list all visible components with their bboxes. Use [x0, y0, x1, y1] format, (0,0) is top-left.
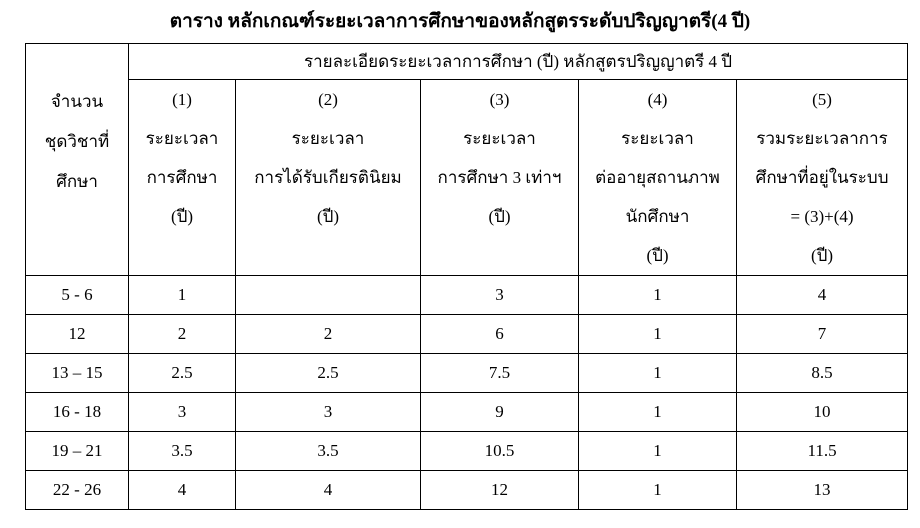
column-header-line: (ปี): [646, 246, 669, 265]
table-cell: 4: [737, 276, 908, 315]
table-title: ตาราง หลักเกณฑ์ระยะเวลาการศึกษาของหลักสูตรระดับปริญญาตรี(4 ปี): [169, 11, 751, 32]
table-row: [26, 276, 908, 315]
column-header-2: [236, 80, 421, 276]
column-header-line: (ปี): [170, 207, 194, 226]
table-cell: 3: [129, 393, 236, 432]
table-cell: 12: [26, 315, 129, 354]
column-header-line: (5): [812, 90, 832, 109]
column-header-line: นักศึกษา: [625, 207, 690, 226]
row-header-cell: [26, 44, 129, 276]
column-header-line: (4): [647, 90, 668, 109]
table-cell: 2: [129, 315, 236, 354]
row-header-line: ศึกษา: [56, 172, 98, 191]
group-header-cell: รายละเอียดระยะเวลาการศึกษา (ปี) หลักสูตรปริญญาตรี 4 ปี: [129, 44, 908, 80]
column-header-line: การได้รับเกียรตินิยม: [254, 168, 402, 187]
table-row: [26, 432, 908, 471]
table-cell: 13: [737, 471, 908, 510]
table-cell: 10: [737, 393, 908, 432]
column-header-line: = (3)+(4): [790, 207, 854, 226]
column-header-1: [129, 80, 236, 276]
table-cell: 4: [129, 471, 236, 510]
table-cell: 4: [236, 471, 421, 510]
table-cell: 3: [236, 393, 421, 432]
column-header-line: (ปี): [810, 246, 834, 265]
table-cell: 3.5: [236, 432, 421, 471]
column-header-line: ระยะเวลา: [291, 129, 365, 148]
table-cell: 22 - 26: [26, 471, 129, 510]
table-row: [26, 393, 908, 432]
column-header-line: (3): [489, 90, 510, 109]
table-cell: 1: [129, 276, 236, 315]
table-cell: 6: [421, 315, 579, 354]
table-cell: 13 – 15: [26, 354, 129, 393]
table-cell: 1: [579, 471, 737, 510]
table-cell: 1: [579, 354, 737, 393]
table-cell: 16 - 18: [26, 393, 129, 432]
column-header-line: รวมระยะเวลาการ: [756, 129, 888, 148]
row-header-line: จำนวน: [50, 92, 104, 111]
column-header-line: การศึกษา: [146, 168, 218, 187]
table-cell: 2: [236, 315, 421, 354]
table-cell: 9: [421, 393, 579, 432]
column-header-line: (1): [172, 90, 192, 109]
table-cell: 11.5: [737, 432, 908, 471]
table-row: [26, 315, 908, 354]
header-row-columns: [26, 80, 908, 276]
table-cell: 3.5: [129, 432, 236, 471]
table-cell: 19 – 21: [26, 432, 129, 471]
table-row: [26, 354, 908, 393]
table-cell: 1: [579, 276, 737, 315]
table-cell: 12: [421, 471, 579, 510]
table-cell: 8.5: [737, 354, 908, 393]
row-header-line: ชุดวิชาที่: [44, 132, 110, 151]
table-cell: 1: [579, 315, 737, 354]
table-cell: 2.5: [129, 354, 236, 393]
column-header-line: การศึกษา 3 เท่าฯ: [437, 168, 562, 187]
column-header-line: (ปี): [316, 207, 340, 226]
column-header-4: [579, 80, 737, 276]
table-cell: 7.5: [421, 354, 579, 393]
column-header-line: ศึกษาที่อยู่ในระบบ: [755, 168, 889, 187]
column-header-line: ต่ออายุสถานภาพ: [595, 168, 720, 187]
column-header-line: ระยะเวลา: [145, 129, 219, 148]
table-cell: 7: [737, 315, 908, 354]
table-cell: 10.5: [421, 432, 579, 471]
header-row-group: [26, 44, 908, 80]
column-header-3: [421, 80, 579, 276]
table-cell: [236, 276, 421, 315]
table-cell: 3: [421, 276, 579, 315]
column-header-line: (ปี): [488, 207, 511, 226]
column-header-line: (2): [318, 90, 338, 109]
column-header-line: ระยะเวลา: [463, 129, 536, 148]
table-row: [26, 471, 908, 510]
table-cell: 1: [579, 432, 737, 471]
study-duration-table: [25, 43, 908, 510]
table-cell: 5 - 6: [26, 276, 129, 315]
table-cell: 2.5: [236, 354, 421, 393]
column-header-5: [737, 80, 908, 276]
column-header-line: ระยะเวลา: [621, 129, 694, 148]
table-cell: 1: [579, 393, 737, 432]
